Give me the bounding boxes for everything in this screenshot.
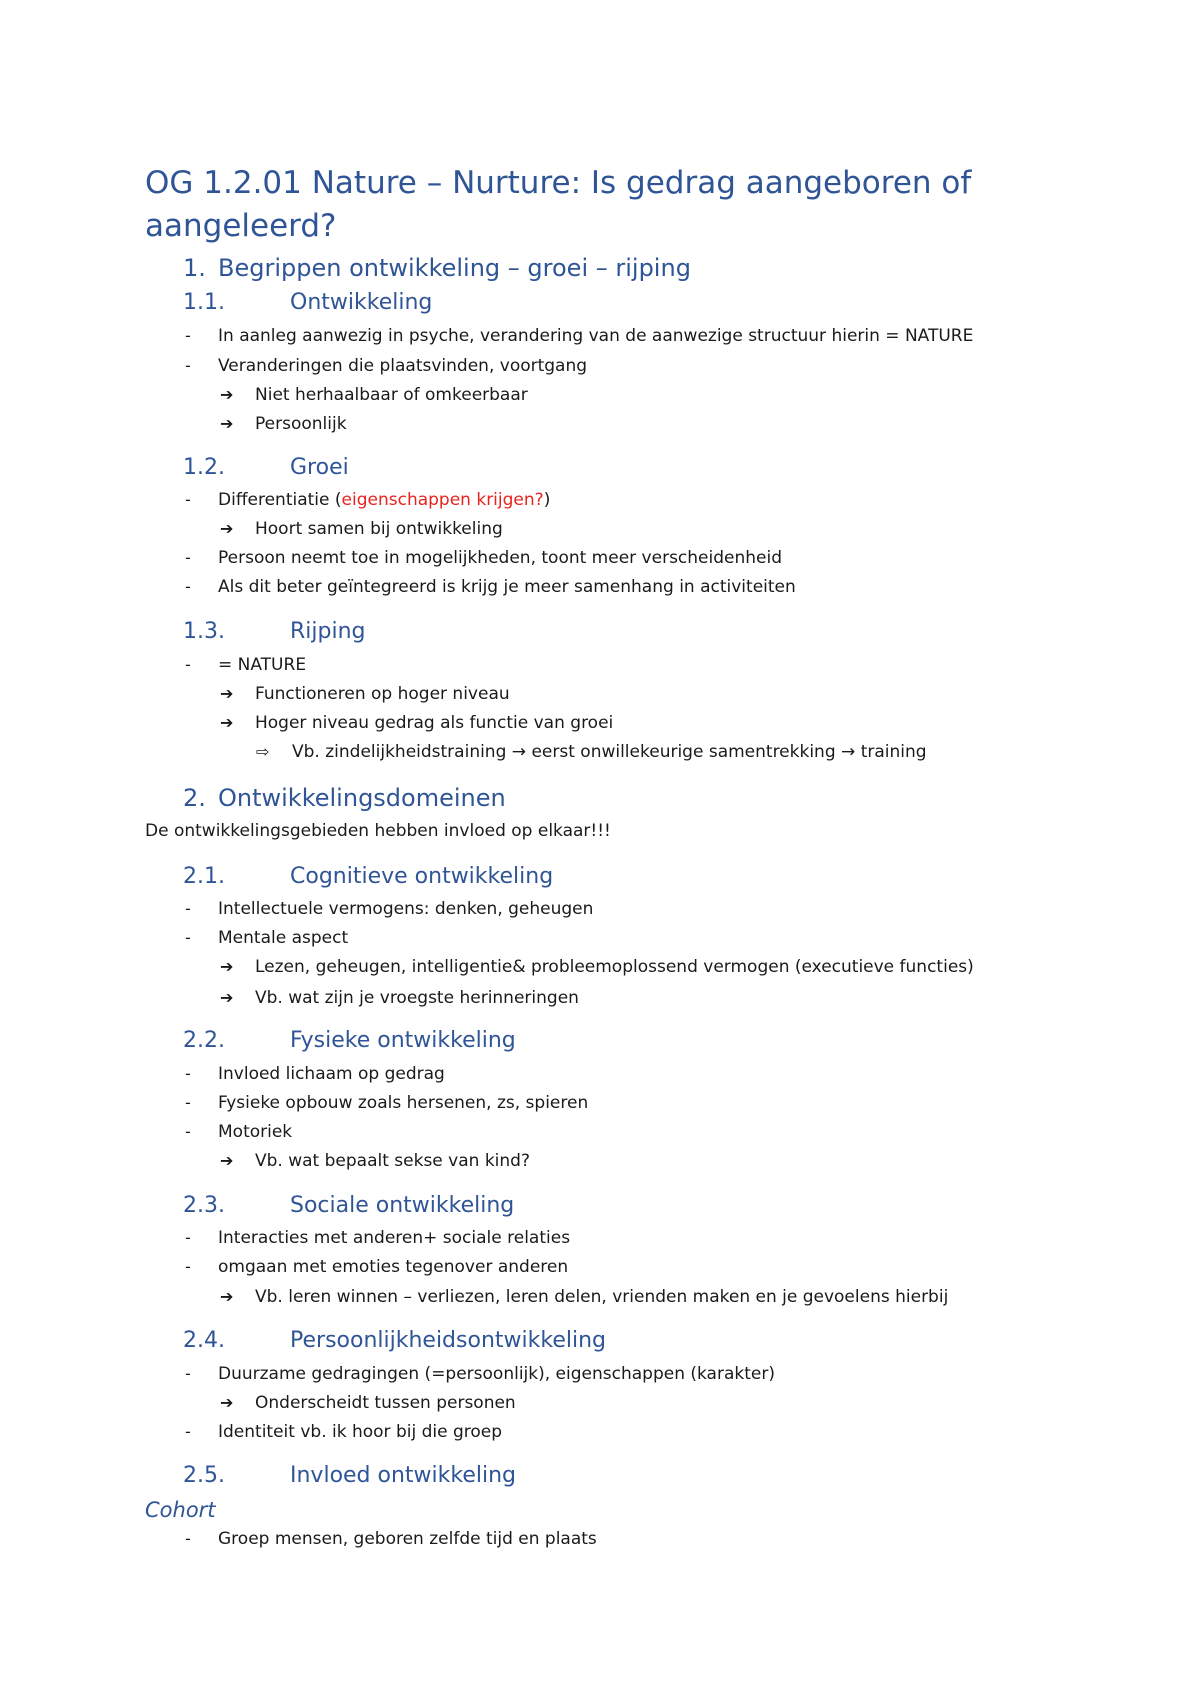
list-item-text: Duurzame gedragingen (=persoonlijk), eigenschappen (karakter) — [218, 1364, 775, 1384]
dash-bullet: - — [185, 548, 191, 567]
list-item-text: omgaan met emoties tegenover anderen — [218, 1257, 569, 1277]
arrow-icon: → — [511, 742, 527, 762]
list-item-text: Vb. wat zijn je vroegste herinneringen — [255, 988, 579, 1008]
list-item-text: Groep mensen, geboren zelfde tijd en plaats — [218, 1529, 597, 1549]
arrow-bullet-icon: ➔ — [220, 713, 234, 732]
dash-bullet: - — [185, 1228, 191, 1247]
dash-bullet: - — [185, 1122, 191, 1141]
list-item — [185, 1527, 597, 1551]
arrow-bullet-icon: ➔ — [220, 1287, 234, 1306]
subsection-number: 1.2. — [183, 455, 225, 480]
list-item-text: Onderscheidt tussen personen — [255, 1393, 516, 1413]
arrow-bullet-icon: ➔ — [220, 988, 234, 1007]
subsection-2-5-heading — [183, 1461, 516, 1491]
dash-bullet: - — [185, 1422, 191, 1441]
subsection-title: Fysieke ontwikkeling — [290, 1028, 516, 1053]
list-item-text: Hoger niveau gedrag als functie van groei — [255, 713, 614, 733]
section-number: 2. — [183, 784, 206, 812]
list-item-text: Interacties met anderen+ sociale relaties — [218, 1228, 571, 1248]
list-item-text: ) — [543, 490, 551, 510]
list-item — [185, 575, 796, 599]
list-item-text: In aanleg aanwezig in psyche, verandering van de aanwezige structuur hierin = NATURE — [218, 326, 974, 346]
subsection-number: 1.1. — [183, 290, 225, 315]
subsection-title: Rijping — [290, 619, 366, 644]
subsection-number: 2.4. — [183, 1328, 225, 1353]
list-item — [220, 1285, 949, 1309]
list-item — [185, 354, 588, 378]
dash-bullet: - — [185, 577, 191, 596]
list-item-text: Differentiatie ( — [218, 490, 342, 510]
subsection-2-1-heading — [183, 862, 553, 892]
list-item-text: Functioneren op hoger niveau — [255, 684, 510, 704]
subsection-1-3-heading — [183, 617, 366, 647]
cohort-subheading: Cohort — [145, 1498, 216, 1522]
list-item — [185, 488, 551, 512]
list-item-text: Als dit beter geïntegreerd is krijg je meer samenhang in activiteiten — [218, 577, 796, 597]
list-item-text: Vb. wat bepaalt sekse van kind? — [255, 1151, 530, 1171]
dash-bullet: - — [185, 356, 191, 375]
subsection-number: 2.5. — [183, 1463, 225, 1488]
arrow-bullet-icon: ➔ — [220, 957, 234, 976]
section-title: Begrippen ontwikkeling – groei – rijping — [218, 254, 691, 282]
list-item — [256, 740, 927, 764]
section-1-heading — [183, 252, 691, 284]
list-item — [220, 517, 503, 541]
list-item — [185, 1062, 445, 1086]
arrow-bullet-icon: ➔ — [220, 385, 234, 404]
dash-bullet: - — [185, 1257, 191, 1276]
list-item-text: Vb. leren winnen – verliezen, leren delen, vrienden maken en je gevoelens hierbij — [255, 1287, 949, 1307]
section-intro: De ontwikkelingsgebieden hebben invloed op elkaar!!! — [145, 821, 611, 841]
list-item — [185, 1091, 589, 1115]
list-item-text: = NATURE — [218, 655, 307, 675]
list-item-text: Persoonlijk — [255, 414, 347, 434]
subsection-title: Cognitieve ontwikkeling — [290, 864, 554, 889]
list-item-text: Intellectuele vermogens: denken, geheugen — [218, 899, 594, 919]
list-item — [185, 1226, 571, 1250]
list-item — [185, 926, 349, 950]
dash-bullet: - — [185, 928, 191, 947]
list-item — [185, 1120, 293, 1144]
dash-bullet: - — [185, 899, 191, 918]
document-title: OG 1.2.01 Nature – Nurture: Is gedrag aangeboren of aangeleerd? — [145, 165, 972, 244]
list-item — [185, 324, 974, 348]
arrow-bullet-icon: ➔ — [220, 414, 234, 433]
list-item-text: training — [860, 742, 927, 762]
subsection-title: Ontwikkeling — [290, 290, 433, 315]
subsection-2-2-heading — [183, 1026, 516, 1056]
subsection-title: Invloed ontwikkeling — [290, 1463, 517, 1488]
arrow-bullet-icon: ➔ — [220, 1393, 234, 1412]
arrow-icon: → — [841, 742, 856, 762]
dash-bullet: - — [185, 326, 191, 345]
list-item-text: Veranderingen die plaatsvinden, voortgang — [218, 356, 588, 376]
subsection-1-2-heading — [183, 453, 349, 483]
arrow-bullet-icon: ➔ — [220, 519, 234, 538]
list-item — [185, 653, 307, 677]
list-item — [220, 1391, 516, 1415]
dash-bullet: - — [185, 1364, 191, 1383]
list-item — [220, 682, 510, 706]
subsection-2-4-heading — [183, 1326, 606, 1356]
dash-bullet: - — [185, 1093, 191, 1112]
arrow-bullet-icon: ➔ — [220, 1151, 234, 1170]
list-item — [220, 412, 347, 436]
subsection-2-3-heading — [183, 1191, 514, 1221]
list-item — [220, 711, 614, 735]
list-item-text: Invloed lichaam op gedrag — [218, 1064, 445, 1084]
subsection-1-1-heading — [183, 288, 432, 318]
dash-bullet: - — [185, 1529, 191, 1548]
highlighted-question: eigenschappen krijgen? — [341, 490, 544, 510]
section-number: 1. — [183, 254, 206, 282]
list-item — [220, 955, 974, 979]
dash-bullet: - — [185, 490, 191, 509]
list-item-text: Persoon neemt toe in mogelijkheden, toont meer verscheidenheid — [218, 548, 782, 568]
list-item-text: Mentale aspect — [218, 928, 349, 948]
list-item — [185, 1362, 775, 1386]
arrow-bullet-icon: ➔ — [220, 684, 234, 703]
list-item-text: Hoort samen bij ontwikkeling — [255, 519, 503, 539]
dash-bullet: - — [185, 1064, 191, 1083]
subsection-number: 1.3. — [183, 619, 225, 644]
list-item-text: Niet herhaalbaar of omkeerbaar — [255, 385, 528, 405]
list-item-text: Identiteit vb. ik hoor bij die groep — [218, 1422, 503, 1442]
subsection-title: Sociale ontwikkeling — [290, 1193, 515, 1218]
hollow-arrow-bullet-icon: ⇨ — [256, 742, 270, 761]
section-title: Ontwikkelingsdomeinen — [218, 784, 506, 812]
list-item — [185, 546, 782, 570]
list-item — [185, 1420, 503, 1444]
subsection-number: 2.3. — [183, 1193, 225, 1218]
subsection-number: 2.1. — [183, 864, 225, 889]
subsection-number: 2.2. — [183, 1028, 225, 1053]
list-item-text: Vb. zindelijkheidstraining — [292, 742, 507, 762]
list-item — [220, 986, 579, 1010]
list-item — [220, 1149, 530, 1173]
list-item-text: Lezen, geheugen, intelligentie& probleemoplossend vermogen (executieve functies) — [255, 957, 974, 977]
list-item-text: eerst onwillekeurige samentrekking — [531, 742, 836, 762]
subsection-title: Groei — [290, 455, 349, 480]
list-item-text: Fysieke opbouw zoals hersenen, zs, spieren — [218, 1093, 589, 1113]
list-item — [220, 383, 528, 407]
subsection-title: Persoonlijkheidsontwikkeling — [290, 1328, 606, 1353]
dash-bullet: - — [185, 655, 191, 674]
section-2-heading — [183, 782, 506, 814]
list-item — [185, 1255, 569, 1279]
list-item — [185, 897, 594, 921]
list-item-text: Motoriek — [218, 1122, 293, 1142]
